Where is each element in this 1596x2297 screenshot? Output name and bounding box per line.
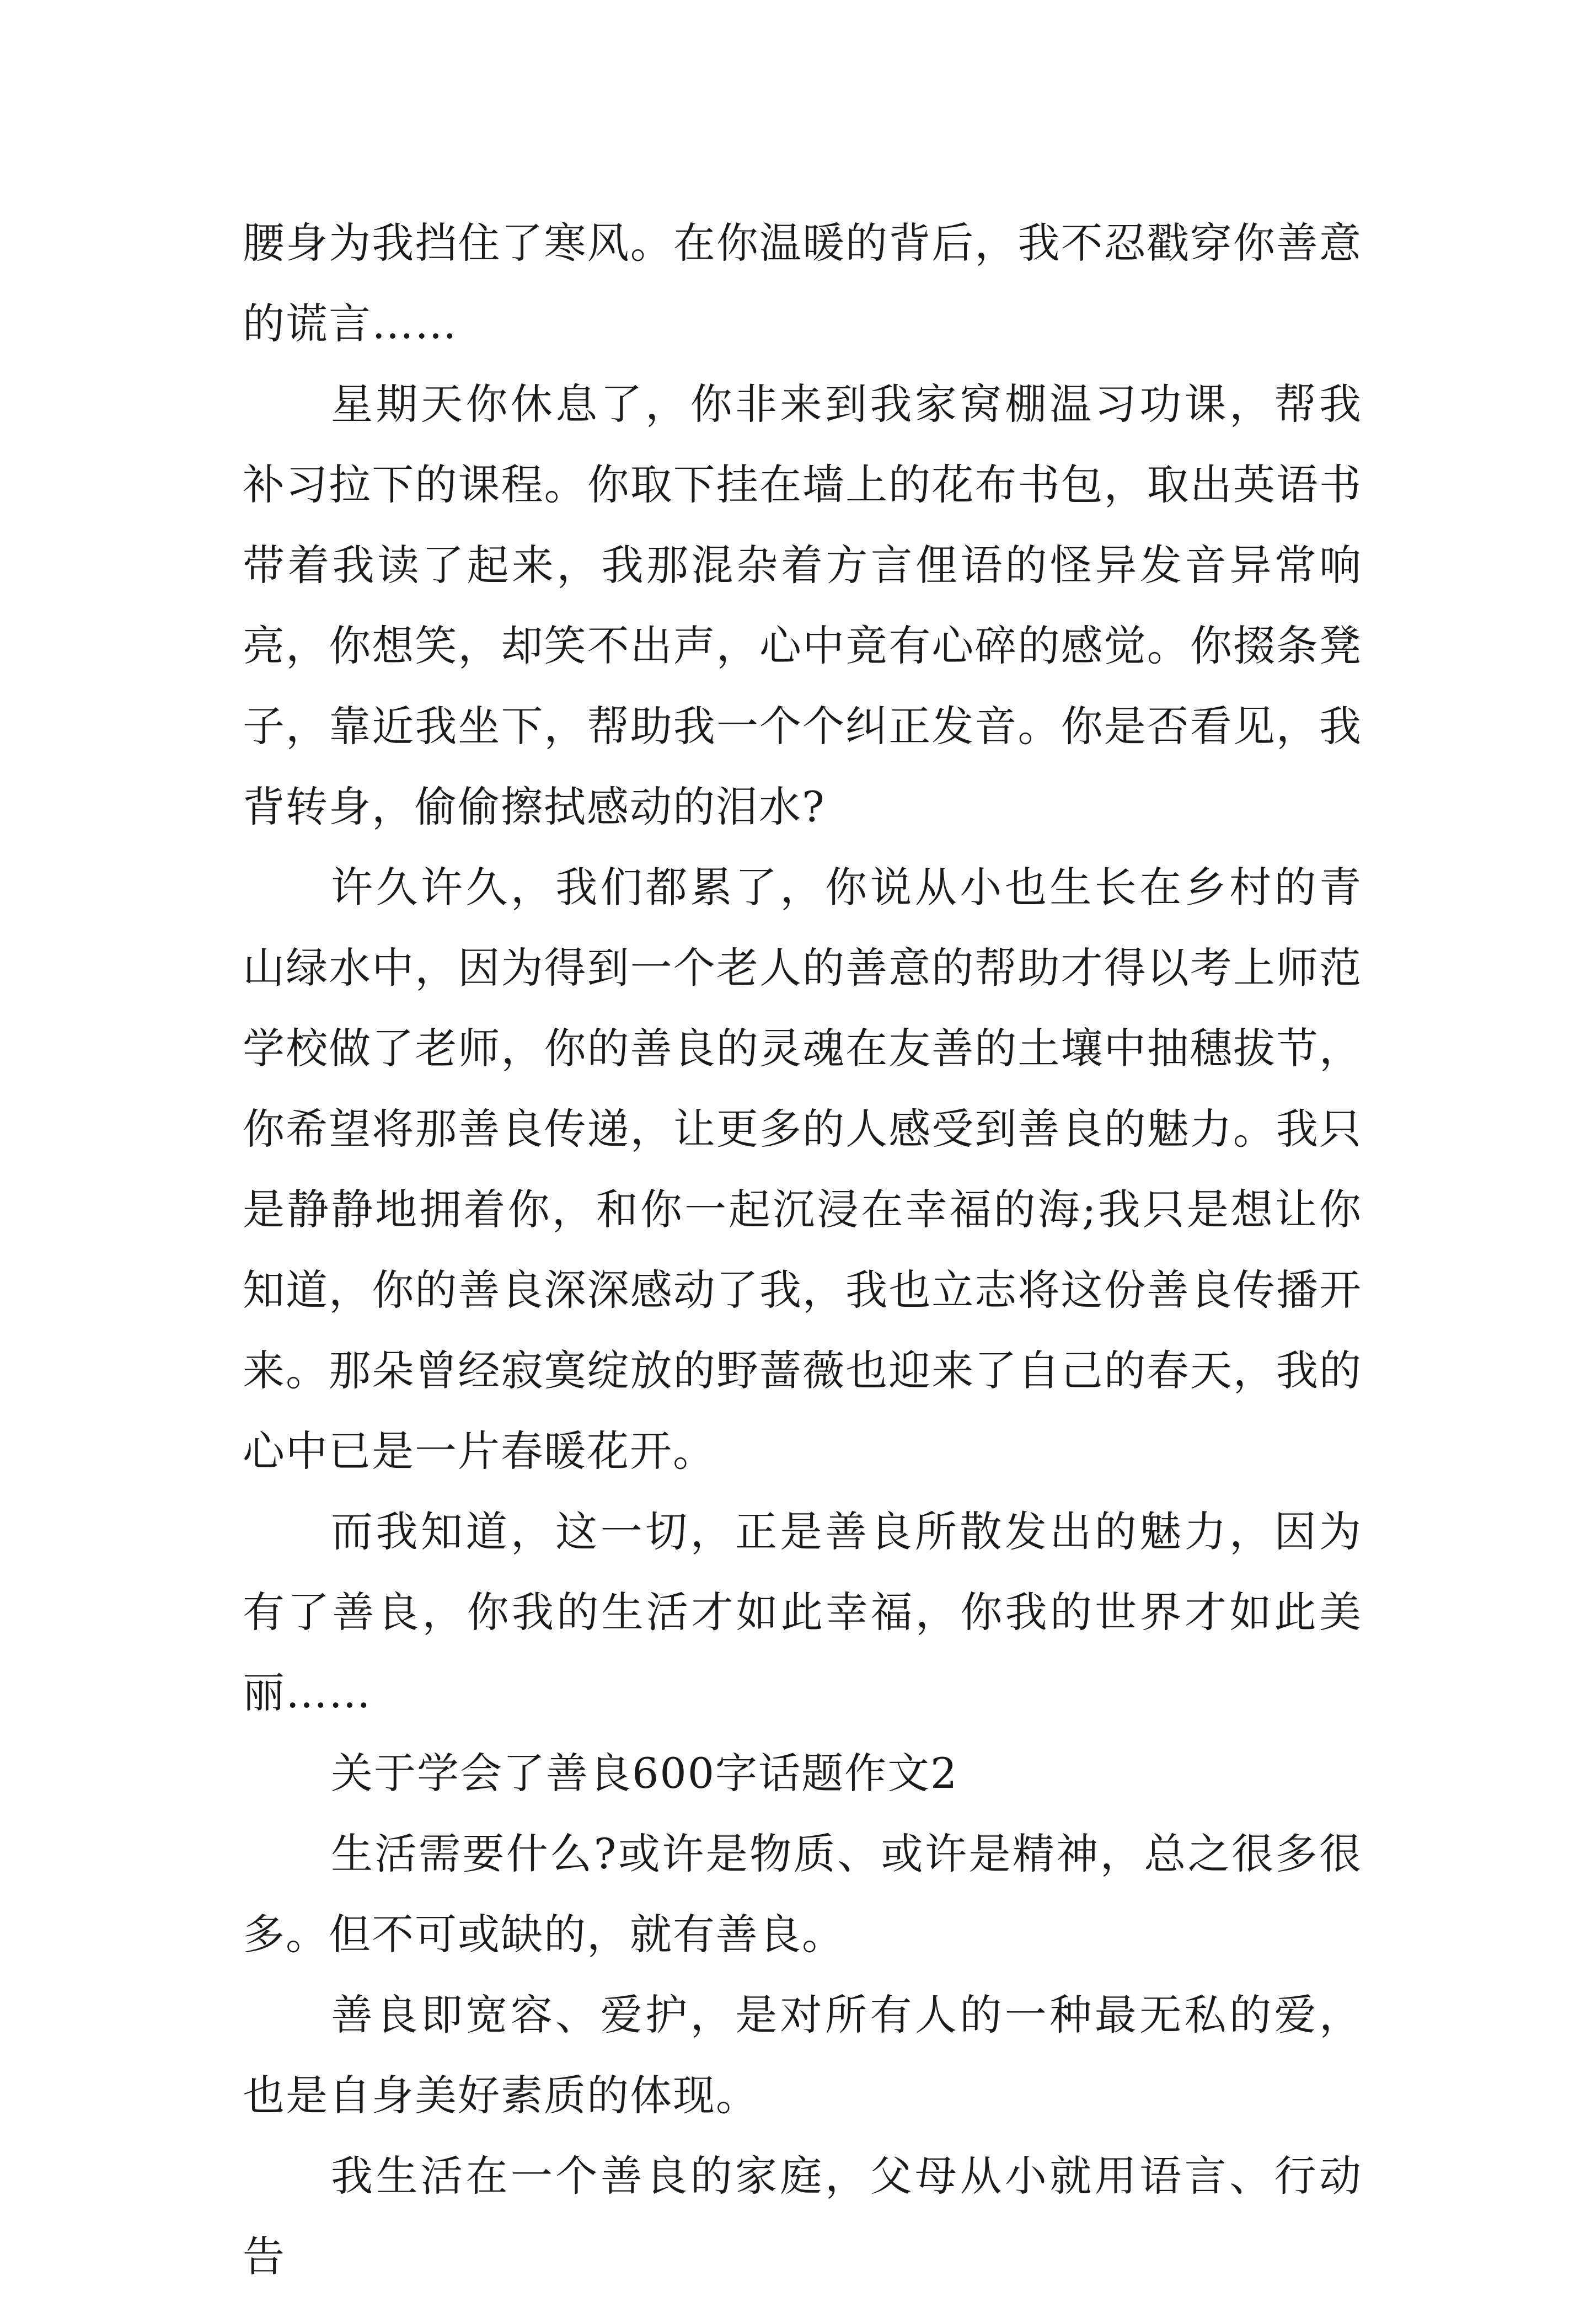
paragraph-6: 善良即宽容、爱护，是对所有人的一种最无私的爱，也是自身美好素质的体现。 [243,1990,1362,2120]
document-body [243,203,1362,2297]
paragraph-2: 星期天你休息了，你非来到我家窝棚温习功课，帮我补习拉下的课程。你取下挂在墙上的花布书包，取出英语书带着我读了起来，我那混杂着方言俚语的怪异发音异常响亮，你想笑，却笑不出声，心中竟有心碎的感觉。你掇条凳子，靠近我坐下，帮助我一个个纠正发音。你是否看见，我背转身，偷偷擦拭感动的泪水? [243,380,1362,831]
paragraph-3: 许久许久，我们都累了，你说从小也生长在乡村的青山绿水中，因为得到一个老人的善意的帮助才得以考上师范学校做了老师，你的善良的灵魂在友善的土壤中抽穗拔节，你希望将那善良传递，让更多的人感受到善良的魅力。我只是静静地拥着你，和你一起沉浸在幸福的海;我只是想让你知道，你的善良深深感动了我，我也立志将这份善良传播开来。那朵曾经寂寞绽放的野蔷薇也迎来了自己的春天，我的心中已是一片春暖花开。 [243,863,1362,1476]
paragraph-7: 我生活在一个善良的家庭，父母从小就用语言、行动告 [243,2151,1362,2281]
paragraph-1: 腰身为我挡住了寒风。在你温暖的背后，我不忍戳穿你善意的谎言…… [243,218,1362,348]
paragraph-5: 生活需要什么?或许是物质、或许是精神，总之很多很多。但不可或缺的，就有善良。 [243,1829,1362,1959]
paragraph-4: 而我知道，这一切，正是善良所散发出的魅力，因为有了善良，你我的生活才如此幸福，你我的世界才如此美丽…… [243,1507,1362,1717]
essay-heading: 关于学会了善良600字话题作文2 [331,1749,958,1798]
